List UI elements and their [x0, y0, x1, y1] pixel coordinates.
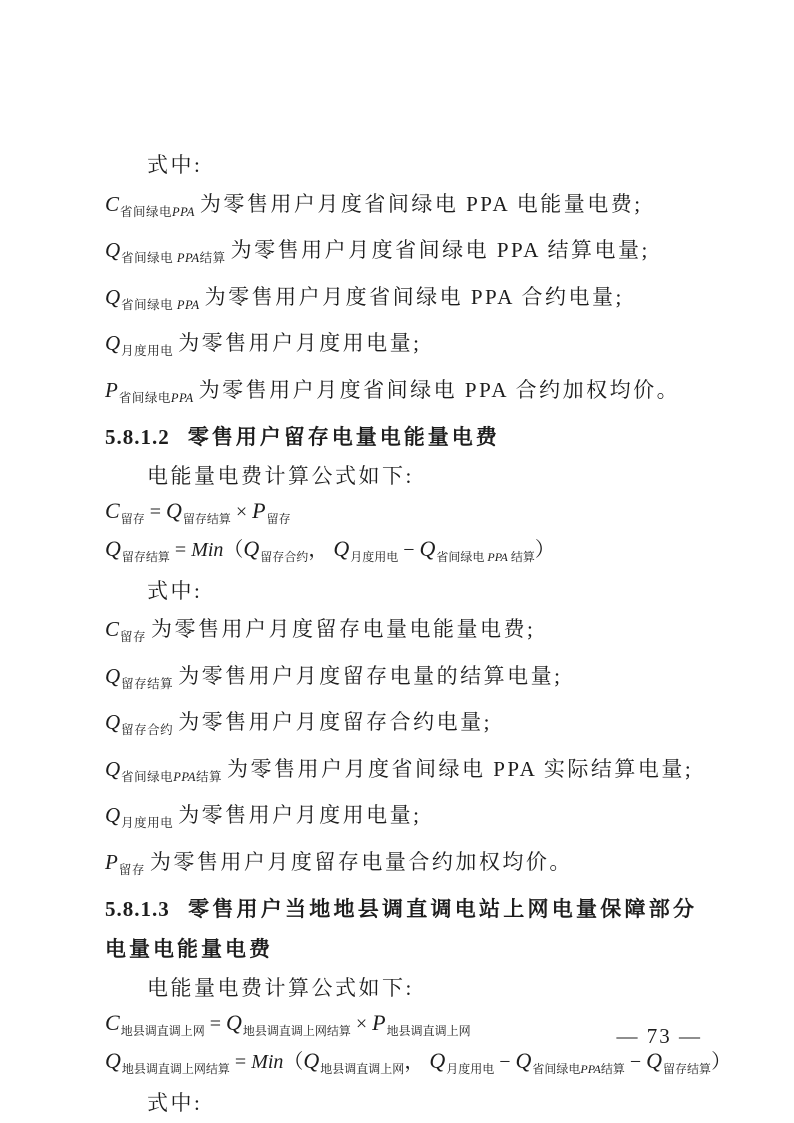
variable-subscript: 留存	[120, 511, 145, 526]
variable-base: Q	[225, 1009, 242, 1035]
text-run: 为零售用户月度用电量;	[178, 803, 422, 827]
latin-subscript: PPA	[487, 549, 508, 564]
operator: −	[624, 1050, 647, 1073]
operator: （	[223, 538, 244, 561]
variable-base: C	[105, 617, 120, 641]
variable-subscript: 留存合约	[121, 723, 174, 737]
formula-line	[105, 496, 697, 534]
text-run: 为零售用户月度省间绿电 PPA 合约加权均价。	[198, 377, 681, 402]
section-number: 5.8.1.2	[105, 425, 170, 449]
paragraph	[105, 572, 697, 611]
variable-base: Q	[105, 1047, 121, 1073]
variable-base: Q	[303, 1047, 320, 1073]
section-title: 零售用户当地地县调直调电站上网电量保障部分电量电能量电费	[105, 897, 697, 961]
variable-base: Q	[333, 535, 350, 561]
section-title: 零售用户留存电量电能量电费	[187, 425, 500, 449]
variable-subscript: 省间绿电PPA结算	[121, 769, 222, 784]
section-heading	[105, 889, 697, 969]
variable-base: C	[105, 191, 120, 216]
formula-variable	[105, 377, 194, 405]
variable-subscript: 留存	[118, 862, 145, 877]
variable-base: P	[105, 377, 118, 402]
definition-line	[105, 750, 697, 797]
formula-variable	[372, 1009, 471, 1038]
formula-line	[105, 1008, 697, 1046]
paragraph	[105, 146, 697, 185]
paragraph	[105, 969, 697, 1008]
operator: =	[204, 1012, 226, 1035]
variable-subscript: 留存结算	[663, 1061, 712, 1076]
operator: =	[144, 500, 166, 523]
variable-base: Q	[243, 535, 260, 561]
variable-base: P	[105, 849, 118, 874]
operator: ，	[308, 538, 334, 561]
formula-variable	[646, 1047, 712, 1076]
text-run: 电能量电费计算公式如下:	[147, 976, 414, 1000]
text-run: 为零售用户月度用电量;	[178, 331, 422, 355]
operator: ×	[350, 1012, 373, 1035]
variable-subscript: 地县调直调上网结算	[121, 1061, 230, 1076]
formula-variable	[243, 535, 309, 564]
variable-subscript: 省间绿电PPA	[118, 390, 194, 405]
operator: ×	[230, 500, 253, 523]
formula-variable	[105, 284, 200, 312]
text-run: 为零售用户月度省间绿电 PPA 电能量电费;	[199, 191, 643, 216]
formula-variable	[515, 1047, 625, 1076]
section-heading	[105, 417, 697, 457]
formula-line	[105, 534, 697, 572]
formula-variable	[429, 1047, 495, 1076]
variable-base: P	[252, 497, 266, 523]
operator: −	[398, 538, 420, 561]
formula-variable	[105, 849, 145, 877]
variable-subscript: 省间绿电 PPA 结算	[436, 549, 535, 564]
variable-subscript: 地县调直调上网	[386, 1023, 471, 1038]
text-run: 为零售用户月度省间绿电 PPA 实际结算电量;	[227, 756, 694, 781]
variable-subscript: 地县调直调上网结算	[242, 1023, 351, 1038]
variable-base: Q	[419, 535, 436, 561]
variable-subscript: 月度用电	[121, 344, 174, 358]
variable-base: Q	[105, 663, 121, 688]
definition-line	[105, 610, 697, 657]
variable-base: Q	[105, 803, 121, 827]
variable-subscript: 留存合约	[260, 549, 309, 564]
formula-variable	[105, 238, 226, 265]
variable-subscript: 留存结算	[182, 511, 231, 526]
operator: ）	[711, 1050, 732, 1073]
formula-variable	[333, 535, 399, 564]
text-run: 电能量电费计算公式如下:	[147, 464, 414, 488]
definition-line	[105, 371, 697, 418]
page-number-label: — 73 —	[616, 1024, 702, 1048]
definition-line	[105, 843, 697, 890]
variable-base: Q	[105, 535, 121, 561]
variable-base: Q	[105, 756, 121, 781]
text-run: 为零售用户月度省间绿电 PPA 结算电量;	[230, 238, 650, 262]
formula-variable	[105, 191, 195, 219]
text-run: 式中:	[147, 578, 203, 603]
definition-line	[105, 796, 697, 843]
latin-subscript: PPA	[172, 204, 195, 219]
page-footer	[617, 1024, 703, 1049]
formula-variable	[105, 1047, 230, 1076]
formula-variable	[105, 331, 174, 358]
paragraph	[105, 1084, 697, 1123]
formula-variable	[252, 497, 291, 526]
latin-subscript: PPA	[580, 1061, 601, 1076]
variable-subscript: 省间绿电PPA	[120, 204, 195, 219]
variable-base: C	[105, 497, 120, 523]
latin-subscript: PPA	[173, 769, 196, 784]
definition-line	[105, 324, 697, 371]
variable-subscript: 留存	[266, 511, 291, 526]
variable-base: Q	[105, 284, 121, 309]
variable-base: Q	[515, 1047, 532, 1073]
variable-subscript: 省间绿电 PPA结算	[121, 251, 226, 265]
section-number: 5.8.1.3	[105, 897, 170, 921]
formula-variable	[225, 1009, 351, 1038]
variable-subscript: 地县调直调上网	[120, 1023, 205, 1038]
formula-variable	[105, 663, 174, 691]
variable-base: Q	[165, 497, 182, 523]
operator: ）	[534, 538, 555, 561]
formula-variable	[105, 535, 170, 564]
variable-subscript: 月度用电	[350, 549, 399, 564]
variable-subscript: 月度用电	[121, 816, 174, 830]
formula-variable	[105, 1009, 205, 1038]
text-run: 为零售用户月度省间绿电 PPA 合约电量;	[204, 284, 624, 309]
function-name: Min	[251, 1050, 284, 1073]
definition-line	[105, 231, 697, 278]
formula-line	[105, 1046, 732, 1084]
text-run: 式中:	[147, 1090, 203, 1115]
operator: （	[283, 1050, 304, 1073]
variable-base: Q	[646, 1047, 663, 1073]
definition-line	[105, 278, 697, 325]
latin-subscript: PPA	[170, 390, 194, 405]
variable-subscript: 省间绿电 PPA	[121, 297, 200, 312]
variable-subscript: 地县调直调上网	[320, 1061, 405, 1076]
operator: =	[169, 538, 192, 561]
text-run: 为零售用户月度留存电量合约加权均价。	[149, 849, 573, 874]
formula-variable	[303, 1047, 405, 1076]
latin-subscript: PPA	[176, 297, 200, 312]
text-run: 式中:	[147, 153, 203, 177]
formula-variable	[105, 756, 222, 784]
variable-base: Q	[429, 1047, 446, 1073]
document-content	[105, 146, 732, 1122]
latin-subscript: PPA	[176, 251, 200, 265]
text-run: 为零售用户月度留存电量的结算电量;	[178, 663, 563, 688]
variable-subscript: 留存	[120, 630, 147, 644]
variable-base: Q	[105, 238, 121, 262]
variable-base: Q	[105, 710, 121, 734]
variable-subscript: 留存结算	[121, 549, 170, 564]
formula-variable	[105, 497, 145, 526]
operator: =	[229, 1050, 252, 1073]
text-run: 为零售用户月度留存合约电量;	[178, 710, 493, 734]
definition-line	[105, 703, 697, 750]
function-name: Min	[191, 538, 224, 561]
formula-variable	[105, 617, 147, 644]
operator: −	[494, 1050, 516, 1073]
variable-subscript: 月度用电	[446, 1061, 495, 1076]
formula-variable	[165, 497, 231, 526]
formula-variable	[105, 803, 174, 830]
formula-variable	[105, 710, 174, 737]
variable-base: C	[105, 1009, 120, 1035]
definition-line	[105, 657, 697, 704]
definition-line	[105, 185, 697, 232]
variable-base: P	[372, 1009, 386, 1035]
variable-subscript: 省间绿电PPA结算	[532, 1061, 625, 1076]
paragraph	[105, 457, 697, 496]
variable-base: Q	[105, 331, 121, 355]
operator: ，	[404, 1050, 430, 1073]
formula-variable	[419, 535, 535, 564]
variable-subscript: 留存结算	[121, 676, 174, 691]
text-run: 为零售用户月度留存电量电能量电费;	[151, 617, 536, 641]
